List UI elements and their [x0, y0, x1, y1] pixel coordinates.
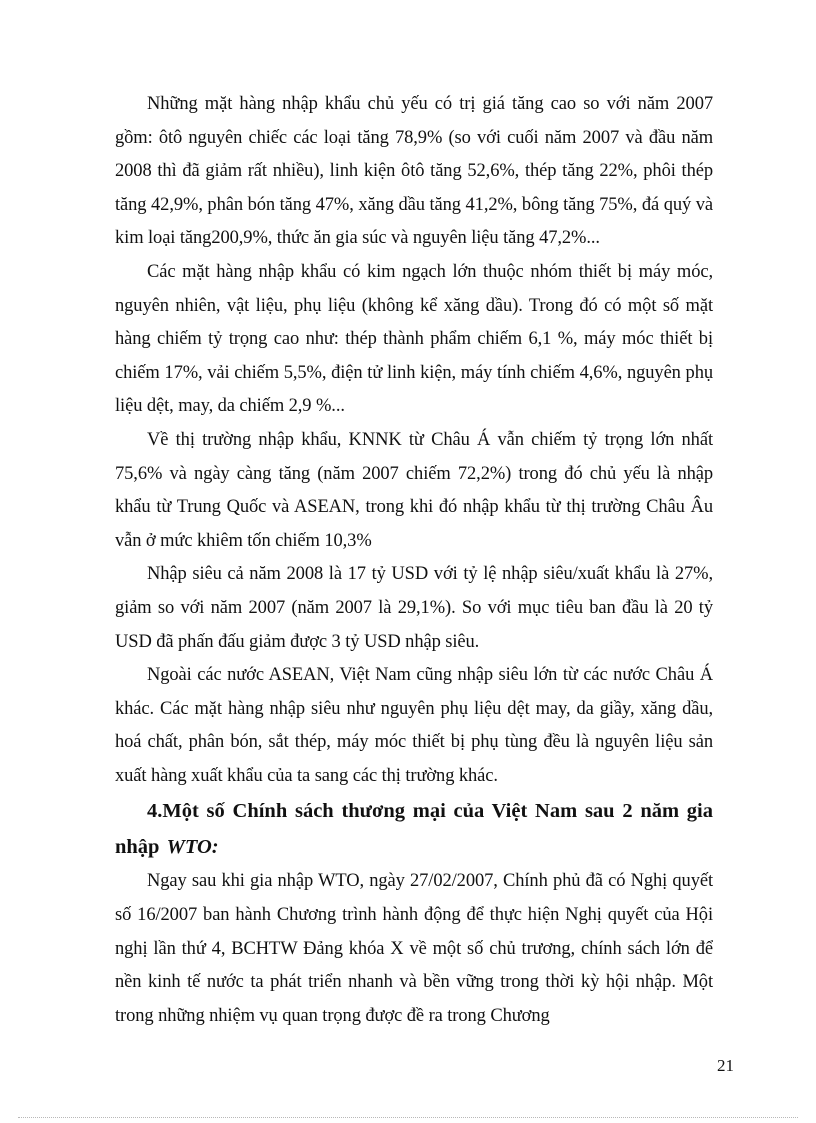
paragraph-trade-deficit: Nhập siêu cả năm 2008 là 17 tỷ USD với tỷ lệ nhập siêu/xuất khẩu là 27%, giảm so với năm 2007 (năm 2007 là 29,1%). So với mục tiêu ban đầu là 20 tỷ USD đã phấn đấu giảm được 3 tỷ USD nhập siêu.: [115, 564, 713, 652]
page-number: 21: [717, 1056, 734, 1075]
paragraph-import-growth: Những mặt hàng nhập khẩu chủ yếu có trị giá tăng cao so với năm 2007 gồm: ôtô nguyên chiếc các loại tăng 78,9% (so với cuối năm 2007 và đầu năm 2008 thì đã giảm rất nhiều), linh kiện ôtô tăng 52,6%, thép tăng 22%, phôi thép tăng 42,9%, phân bón tăng 47%, xăng dầu tăng 41,2%, bông tăng 75%, đá quý và kim loại tăng200,9%, thức ăn gia súc và nguyên liệu tăng 47,2%...: [115, 94, 713, 249]
section-heading-text: 4.Một số Chính sách thương mại của Việt Nam sau 2 năm gia nhập: [115, 800, 713, 859]
page-bottom-divider: [18, 1117, 798, 1118]
section-heading-emphasis: WTO:: [166, 836, 219, 859]
paragraph-asian-deficit: Ngoài các nước ASEAN, Việt Nam cũng nhập siêu lớn từ các nước Châu Á khác. Các mặt hàng nhập siêu như nguyên phụ liệu dệt may, da giầy, xăng dầu, hoá chất, phân bón, sắt thép, máy móc thiết bị phụ tùng đều là nguyên liệu sản xuất hàng xuất khẩu của ta sang các thị trường khác.: [115, 665, 713, 786]
page-body: [115, 88, 713, 1033]
paragraph-import-categories: Các mặt hàng nhập khẩu có kim ngạch lớn thuộc nhóm thiết bị máy móc, nguyên nhiên, vật liệu, phụ liệu (không kể xăng dầu). Trong đó có một số mặt hàng chiếm tỷ trọng cao như: thép thành phẩm chiếm 6,1 %, máy móc thiết bị chiếm 17%, vải chiếm 5,5%, điện tử linh kiện, máy tính chiếm 4,6%, nguyên phụ liệu dệt, may, da chiếm 2,9 %...: [115, 261, 713, 417]
section-heading: [115, 793, 713, 865]
paragraph-wto-policy: Ngay sau khi gia nhập WTO, ngày 27/02/2007, Chính phủ đã có Nghị quyết số 16/2007 ban hành Chương trình hành động để thực hiện Nghị quyết của Hội nghị lần thứ 4, BCHTW Đảng khóa X về một số chủ trương, chính sách lớn để nền kinh tế nước ta phát triển nhanh và bền vững trong thời kỳ hội nhập. Một trong những nhiệm vụ quan trọng được đề ra trong Chương: [115, 871, 713, 1026]
paragraph-import-markets: Về thị trường nhập khẩu, KNNK từ Châu Á vẫn chiếm tỷ trọng lớn nhất 75,6% và ngày càng tăng (năm 2007 chiếm 72,2%) trong đó chủ yếu là nhập khẩu từ Trung Quốc và ASEAN, trong khi đó nhập khẩu từ thị trường Châu Âu vẫn ở mức khiêm tốn chiếm 10,3%: [115, 429, 713, 551]
